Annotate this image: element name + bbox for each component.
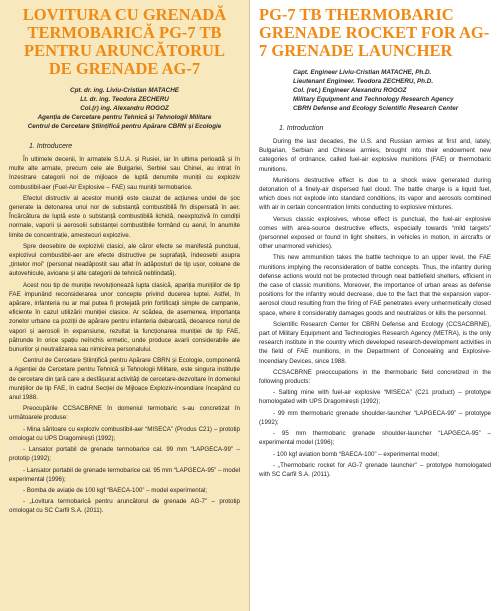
affiliation-center: CBRN Defense and Ecology Scientific Research Center xyxy=(293,105,459,112)
list-item: - 95 mm thermobaric grenade shoulder-launcher “LAPGECA-95” – experimental model (1996); xyxy=(259,430,491,447)
paragraph: Versus classic explosives, whose effect is punctual, the fuel-air explosive comes with area-source destructive effects, especially towards “mild targets” (personnel exposed or found in light shelters, in vehicles in motion, in aircrafts or other unarmored vehicles). xyxy=(259,215,491,251)
paragraph: Preocupările CCSACBRNE în domeniul termobaric s-au concretizat în următoarele produse: xyxy=(9,405,240,422)
list-item: - Lansator portabil de grenade termobarice cal. 95 mm “LAPGECA-95” – model experimental (1996); xyxy=(9,466,241,483)
author-2: Lt. dr. ing. Teodora ZECHERU xyxy=(80,96,169,103)
paragraph: Centrul de Cercetare Științifică pentru Apărare CBRN și Ecologie, componentă a Agenției de Cercetare pentru Tehnică și Tehnologii Militare, este singura instituție de cercetare din țară care a desfășurat activități de cercetare-dezvoltare în domeniul munițiilor de tip FAE, în cadrul Secției de Mijloace Exploziv-incendiare începând cu anul 1988. xyxy=(9,357,240,402)
list-item: - 100 kgf aviation bomb “BAECA-100” – experimental model; xyxy=(273,450,440,458)
affiliation-center: Centrul de Cercetare Științifică pentru Apărare CBRN și Ecologie xyxy=(27,123,222,130)
list-item: - „Thermobaric rocket for AG-7 grenade launcher” – prototype homologated with SC Carfil S.A. (2011). xyxy=(259,461,491,478)
romanian-body xyxy=(9,155,240,516)
paragraph: During the last decades, the U.S. and Russian armies at first and, lately, Bulgarian, Serbian and Chinese armies, brought into their endowment new categories of ordnance, called fuel-air explosive munitions (FAE) or thermobaric munitions. xyxy=(259,138,491,173)
paragraph: Scientific Research Center for CBRN Defense and Ecology (CCSACBRNE), part of Military Equipment and Technologies Research Agency (METRA), is the only research institute in the country which developed research-development activities in the field of FAE munitions, in the Department of Concealing and Explosive-Incendiary Devices, since 1988. xyxy=(259,320,491,365)
paragraph: Spre deosebire de explozivii clasici, ale căror efecte se manifestă punctual, explozivul combustibil-aer are efecte distructive pe suprafață, îndeosebi asupra „țintelor moi” (personal neadăpostit sau aflat în adăposturi de tip ușor, coloane de autovehicule, avioane și alte categorii de tehnică neblindată). xyxy=(9,242,240,278)
list-item: - 99 mm thermobaric grenade shoulder-launcher “LAPGECA-99” – prototype (1992); xyxy=(259,409,491,426)
list-item: - „Lovitura termobarică pentru aruncătorul de grenade AG-7” – prototip omologat cu SC Carfil S.A. (2011). xyxy=(9,498,240,515)
author-1: Capt. Engineer Liviu-Cristian MATACHE, Ph.D. xyxy=(293,69,432,76)
paragraph: Efectul distructiv al acestor muniții este cauzat de acțiunea undei de șoc generate la detonarea unui nor de substanță combustibilă fin dispersată în aer. Încărcătura de luptă este o substanță combustibilă lichidă, neexplozivă în condiții normale, vaporii și aerosolii substanței combustibile formând cu aerul, în anumite limite de concentrație, amestecuri explozive. xyxy=(9,194,240,239)
romanian-column xyxy=(0,0,249,611)
author-3: Col. (ret.) Engineer Alexandru ROGOZ xyxy=(293,87,407,94)
author-3: Col.(r) ing. Alexandru ROGOZ xyxy=(80,105,169,112)
english-body xyxy=(259,137,491,479)
english-title: PG-7 TB THERMOBARIC GRENADE ROCKET FOR AG-7 GRENADE LAUNCHER xyxy=(259,5,490,60)
section-heading: 1. Introducere xyxy=(29,143,73,150)
paragraph: Munitions destructive effect is due to a shock wave generated during detonation of a finely-air dispersed fuel cloud. The battle charge is a liquid fuel, which does not explode into standard conditions, its vapor and aerosols combined with air in certain concentration limits conducting to explosive mixtures. xyxy=(259,176,491,212)
list-item: - Mina săritoare cu exploziv combustibil-aer “MISECA” (Produs C21) – prototip omologat cu UPS Dragomirești (1992); xyxy=(9,425,240,442)
affiliation-agency: Agenția de Cercetare pentru Tehnică și Tehnologii Militare xyxy=(37,114,212,121)
paragraph: CCSACBRNE preoccupations in the thermobaric field concretized in the following products: xyxy=(259,368,491,386)
romanian-title: LOVITURA CU GRENADĂ TERMOBARICĂ PG-7 TB PENTRU ARUNCĂTORUL DE GRENADE AG-7 xyxy=(22,5,227,78)
section-heading: 1. Introduction xyxy=(279,125,324,132)
paragraph: În ultimele decenii, în armatele S.U.A. și Rusiei, iar în ultima perioadă și în multe alte armate, precum cele ale Bulgariei, Serbiei sau Chinei, au intrat în înzestrare categorii noi de mijloace de luptă denumite muniții cu exploziv combustibil-aer (Fuel-Air Explosive – FAE) sau muniții termobarice. xyxy=(9,156,240,191)
paragraph: This new ammunition takes the battle technique to an upper level, the FAE munitions implying the reconsideration of battle concepts. Thus, the infantry during defense actions would not be protected through neat battlefield shelters, efficient in the case of classic munitions. Moreover, the importance of urban areas as defense positions for the infantry would decrease, due to the fact that the expansion vapor-aerosol cloud resulting from the firing of FAE penetrates every unhermetically closed space, where it considerably damages goods and neutralizes or kills the personnel. xyxy=(259,254,491,317)
english-column xyxy=(249,0,500,611)
author-2: Lieutenant Engineer. Teodora ZECHERU, Ph.D. xyxy=(293,78,434,85)
romanian-authors xyxy=(9,86,240,131)
list-item: - Lansator portabil de grenade termobarice cal. 99 mm “LAPGECA-99” – prototip (1992); xyxy=(9,446,240,463)
paragraph: Acest nou tip de muniție revoluționează lupta clasică, apariția munițiilor de tip FAE impunând reconsiderarea unor concepte privind ducerea luptei. Astfel, în apărare, infanteria nu ar mai putea fi protejată prin fortificații simple de campanie, eficiente în cazul utilizării muniției clasice. Ar scădea, de asemenea, importanța zonelor urbane ca poziții de apărare pentru infanteria debarcată, deoarece norul de vapori și aerosoli în expansiune, rezultat la funcționarea muniției de tip FAE, pătrunde în orice spațiu neînchis ermetic, unde produce avarii considerabile ale bunurilor și neutralizarea sau nimicirea personalului. xyxy=(9,281,240,354)
affiliation-agency: Military Equipment and Technology Research Agency xyxy=(293,96,454,103)
english-authors xyxy=(259,68,491,113)
list-item: - Bomba de aviație de 100 kgf “BAECA-100” – model experimental; xyxy=(23,486,208,494)
list-item: - Salting mine with fuel-air explosive “MISECA” (C21 product) – prototype homologated with UPS Dragomirești (1992); xyxy=(259,389,491,406)
author-1: Cpt. dr. ing. Liviu-Cristian MATACHE xyxy=(70,87,179,94)
